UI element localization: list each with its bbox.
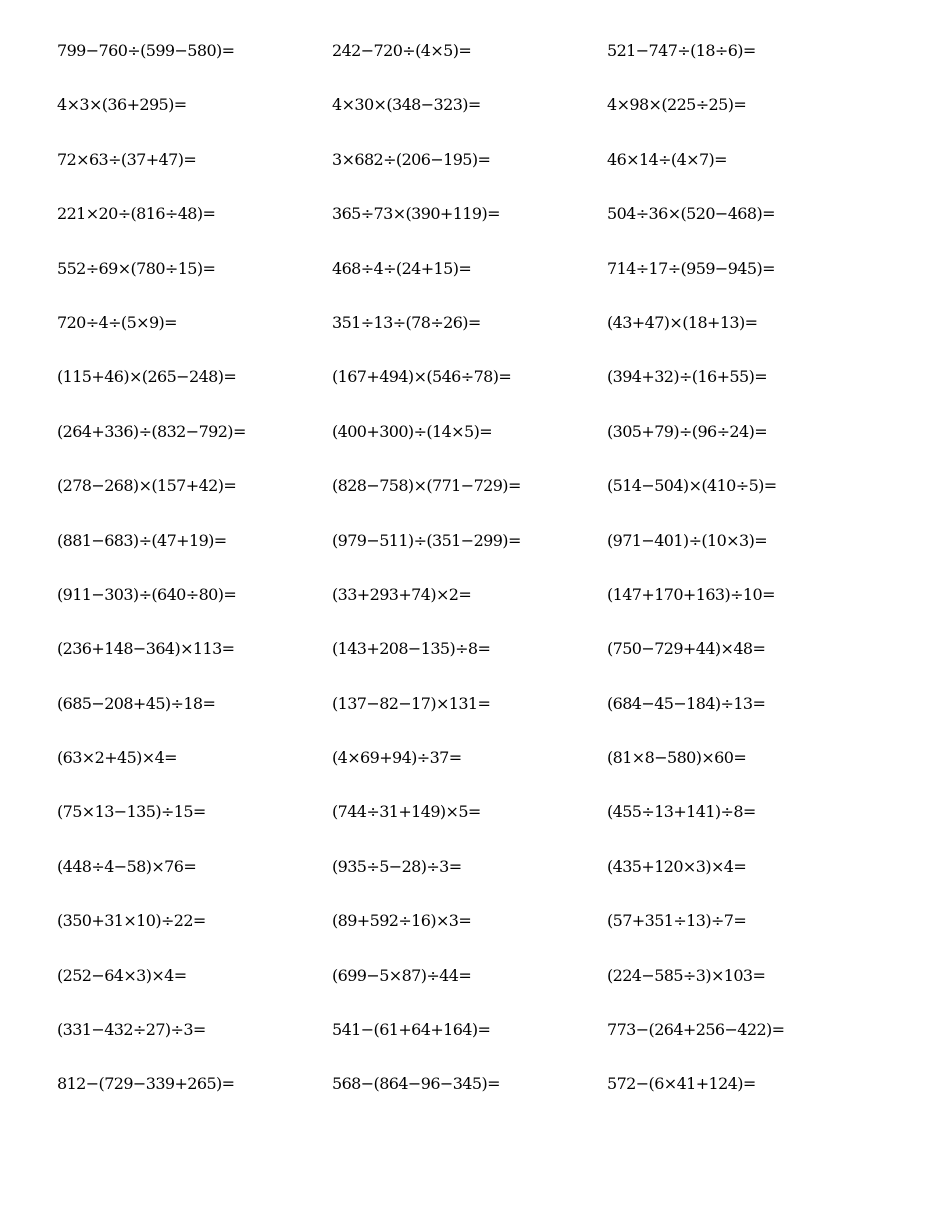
math-problem: (971−401)÷(10×3)= (607, 530, 768, 550)
math-problem: 568−(864−96−345)= (332, 1074, 500, 1094)
math-problem: (448÷4−58)×76= (57, 856, 197, 876)
math-problem: 46×14÷(4×7)= (607, 149, 727, 169)
math-problem: (881−683)÷(47+19)= (57, 530, 227, 550)
math-problem: (750−729+44)×48= (607, 639, 766, 659)
math-problem: 242−720÷(4×5)= (332, 41, 472, 60)
math-problem: 72×63÷(37+47)= (57, 149, 197, 169)
math-problem: (89+592÷16)×3= (332, 911, 472, 931)
math-problem: (4×69+94)÷37= (332, 748, 462, 768)
math-problem: (167+494)×(546÷78)= (332, 367, 512, 387)
math-problem: 773−(264+256−422)= (607, 1020, 785, 1040)
math-problem: 541−(61+64+164)= (332, 1020, 491, 1040)
math-problem: (435+120×3)×4= (607, 856, 747, 876)
math-problem: (75×13−135)÷15= (57, 802, 206, 822)
math-problem: (137−82−17)×131= (332, 693, 491, 713)
math-problem: (305+79)÷(96÷24)= (607, 421, 768, 441)
math-problem: 4×98×(225÷25)= (607, 95, 747, 115)
math-problem: (57+351÷13)÷7= (607, 911, 747, 931)
math-problem: (350+31×10)÷22= (57, 911, 206, 931)
math-problem: (252−64×3)×4= (57, 965, 187, 985)
math-problem: (935÷5−28)÷3= (332, 856, 462, 876)
math-problem: (63×2+45)×4= (57, 748, 177, 768)
math-problem: (33+293+74)×2= (332, 584, 472, 604)
math-problem: 365÷73×(390+119)= (332, 204, 500, 224)
math-problem: (331−432÷27)÷3= (57, 1020, 206, 1040)
math-problem: (278−268)×(157+42)= (57, 476, 237, 496)
math-problem: 812−(729−339+265)= (57, 1074, 235, 1094)
math-problem: (685−208+45)÷18= (57, 693, 216, 713)
math-problem: (43+47)×(18+13)= (607, 312, 758, 332)
math-problem: 221×20÷(816÷48)= (57, 204, 216, 224)
math-problem: (81×8−580)×60= (607, 748, 747, 768)
math-problem: (394+32)÷(16+55)= (607, 367, 768, 387)
math-problem: 552÷69×(780÷15)= (57, 258, 216, 278)
math-problem: (979−511)÷(351−299)= (332, 530, 521, 550)
math-problem: (400+300)÷(14×5)= (332, 421, 493, 441)
math-problem: (147+170+163)÷10= (607, 584, 775, 604)
math-problem: (236+148−364)×113= (57, 639, 235, 659)
math-problem: (143+208−135)÷8= (332, 639, 491, 659)
math-problem: (744÷31+149)×5= (332, 802, 481, 822)
math-problem: 521−747÷(18÷6)= (607, 41, 756, 60)
math-problem: (699−5×87)÷44= (332, 965, 472, 985)
math-problem: 504÷36×(520−468)= (607, 204, 775, 224)
math-problem: 3×682÷(206−195)= (332, 149, 491, 169)
math-problem: (828−758)×(771−729)= (332, 476, 521, 496)
problem-grid (57, 39, 897, 1127)
math-problem: 4×30×(348−323)= (332, 95, 481, 115)
math-problem: 4×3×(36+295)= (57, 95, 187, 115)
math-problem: (224−585÷3)×103= (607, 965, 766, 985)
math-problem: 714÷17÷(959−945)= (607, 258, 775, 278)
math-problem: 720÷4÷(5×9)= (57, 312, 177, 332)
math-problem: (911−303)÷(640÷80)= (57, 584, 237, 604)
math-problem: 351÷13÷(78÷26)= (332, 312, 481, 332)
math-problem: 799−760÷(599−580)= (57, 41, 235, 60)
math-problem: 468÷4÷(24+15)= (332, 258, 472, 278)
math-problem: (514−504)×(410÷5)= (607, 476, 777, 496)
math-problem: (455÷13+141)÷8= (607, 802, 756, 822)
math-problem: (684−45−184)÷13= (607, 693, 766, 713)
math-problem: (115+46)×(265−248)= (57, 367, 237, 387)
math-problem: 572−(6×41+124)= (607, 1074, 756, 1094)
math-problem: (264+336)÷(832−792)= (57, 421, 246, 441)
